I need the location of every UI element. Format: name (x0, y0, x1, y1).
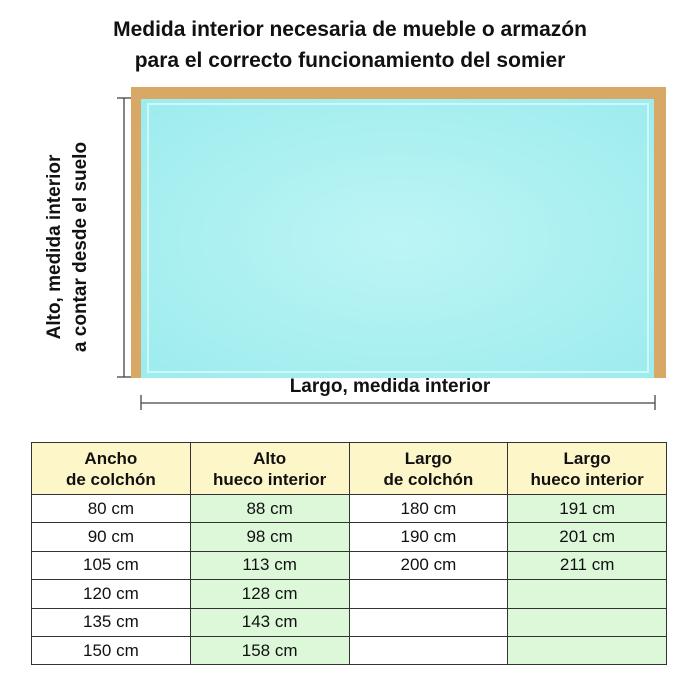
cell-mattress-width: 150 cm (32, 636, 191, 664)
table-row (32, 608, 667, 636)
cell-interior-length: 191 cm (508, 495, 667, 523)
height-label-line-2: a contar desde el suelo (70, 141, 91, 353)
cell-interior-length: 201 cm (508, 523, 667, 551)
cell-interior-height: 113 cm (190, 551, 349, 579)
cell-interior-height: 128 cm (190, 580, 349, 608)
size-table (31, 442, 667, 665)
length-label: Largo, medida interior (289, 376, 491, 397)
cell-mattress-length (349, 608, 508, 636)
cell-mattress-width: 135 cm (32, 608, 191, 636)
cell-interior-height: 143 cm (190, 608, 349, 636)
header-line: de colchón (383, 469, 474, 489)
cell-interior-length (508, 636, 667, 664)
mattress-area (141, 99, 654, 378)
frame-top-rail (131, 87, 666, 99)
header-line: Largo (563, 448, 611, 468)
cell-mattress-length: 190 cm (349, 523, 508, 551)
cell-mattress-length: 180 cm (349, 495, 508, 523)
frame-right-post (654, 87, 666, 378)
cell-interior-height: 98 cm (190, 523, 349, 551)
header-line: hueco interior (530, 469, 644, 489)
table-row (32, 636, 667, 664)
header-line: de colchón (66, 469, 156, 489)
cell-interior-length: 211 cm (508, 551, 667, 579)
table-header-row (32, 443, 667, 495)
header-line: hueco interior (212, 469, 327, 489)
cell-mattress-length: 200 cm (349, 551, 508, 579)
header-mattress-width (32, 443, 191, 495)
cell-interior-length (508, 580, 667, 608)
header-line: Largo (404, 448, 452, 468)
cell-mattress-width: 120 cm (32, 580, 191, 608)
cell-mattress-width: 80 cm (32, 495, 191, 523)
height-label (42, 97, 98, 397)
cell-mattress-length (349, 580, 508, 608)
cell-mattress-width: 105 cm (32, 551, 191, 579)
cell-mattress-length (349, 636, 508, 664)
table-row (32, 551, 667, 579)
table-row (32, 580, 667, 608)
title-line-1: Medida interior necesaria de mueble o armazón (113, 18, 587, 41)
header-mattress-length (349, 443, 508, 495)
frame-left-post (131, 87, 141, 378)
cell-interior-length (508, 608, 667, 636)
table-row (32, 495, 667, 523)
header-interior-height (190, 443, 349, 495)
cell-interior-height: 88 cm (190, 495, 349, 523)
height-dimension-line (117, 98, 131, 377)
header-line: Ancho (84, 448, 138, 468)
title-line-2: para el correcto funcionamiento del somier (134, 49, 566, 72)
height-label-line-1: Alto, medida interior (44, 154, 65, 340)
cell-mattress-width: 90 cm (32, 523, 191, 551)
header-line: Alto (253, 448, 287, 468)
cell-interior-height: 158 cm (190, 636, 349, 664)
table-row (32, 523, 667, 551)
header-interior-length (508, 443, 667, 495)
